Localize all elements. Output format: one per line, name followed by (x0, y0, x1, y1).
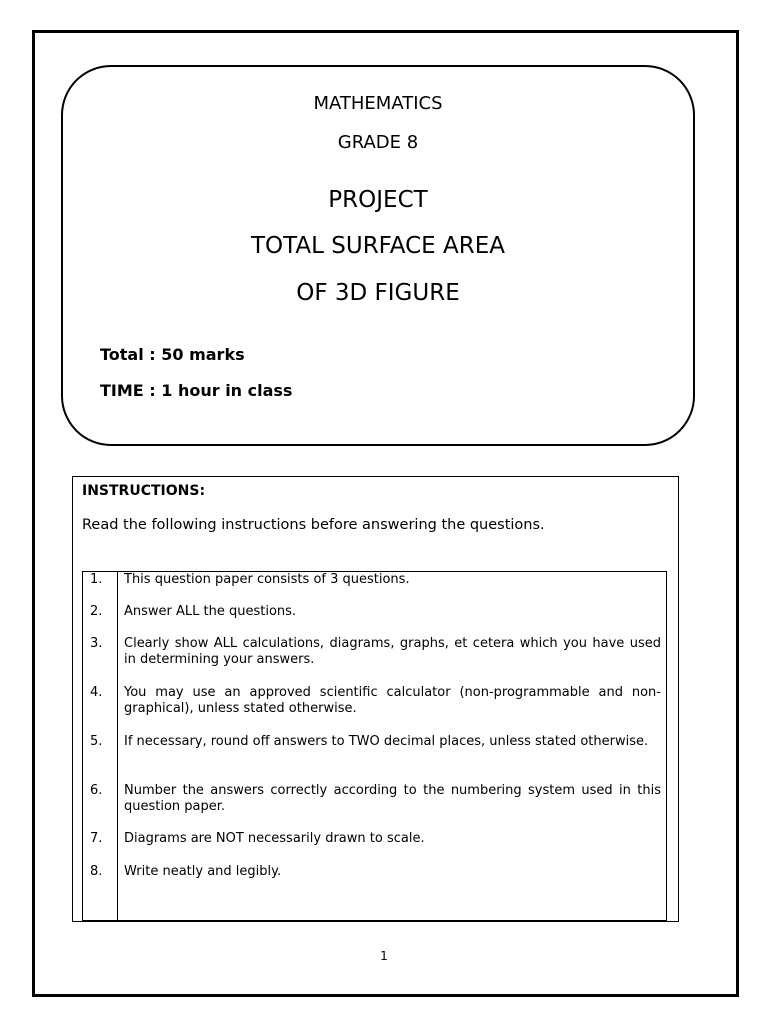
instructions-box (72, 476, 679, 922)
instructions-heading: INSTRUCTIONS: (82, 483, 206, 499)
instruction-number: 8. (90, 864, 103, 879)
project-label: PROJECT (328, 187, 428, 213)
topic-line-1: TOTAL SURFACE AREA (250, 233, 506, 259)
instruction-number: 4. (90, 685, 103, 700)
subject-title: MATHEMATICS (313, 93, 443, 114)
cover-box (61, 65, 695, 446)
instruction-number: 1. (90, 572, 103, 587)
instruction-number: 2. (90, 604, 103, 619)
instruction-number: 6. (90, 783, 103, 798)
time-allowed: TIME : 1 hour in class (100, 381, 293, 400)
topic-line-2: OF 3D FIGURE (296, 280, 460, 306)
instruction-text: Diagrams are NOT necessarily drawn to scale. (124, 831, 425, 846)
instruction-text: Clearly show ALL calculations, diagrams, graphs, et cetera which you have used in determining your answers. (124, 636, 661, 667)
instructions-table (82, 571, 667, 921)
instruction-number: 5. (90, 734, 103, 749)
instruction-text: This question paper consists of 3 questions. (124, 572, 410, 587)
grade-label: GRADE 8 (337, 132, 419, 153)
instruction-text: If necessary, round off answers to TWO decimal places, unless stated otherwise. (124, 734, 649, 749)
instruction-number: 7. (90, 831, 103, 846)
instruction-text: Number the answers correctly according to the numbering system used in this question paper. (124, 783, 661, 814)
instruction-text: You may use an approved scientific calculator (non-programmable and non-graphical), unless stated otherwise. (124, 685, 661, 716)
instruction-text: Write neatly and legibly. (124, 864, 282, 879)
instructions-intro: Read the following instructions before answering the questions. (82, 517, 545, 533)
instruction-text: Answer ALL the questions. (124, 604, 297, 619)
instruction-number: 3. (90, 636, 103, 651)
total-marks: Total : 50 marks (100, 345, 245, 364)
page-number: 1 (380, 949, 388, 963)
